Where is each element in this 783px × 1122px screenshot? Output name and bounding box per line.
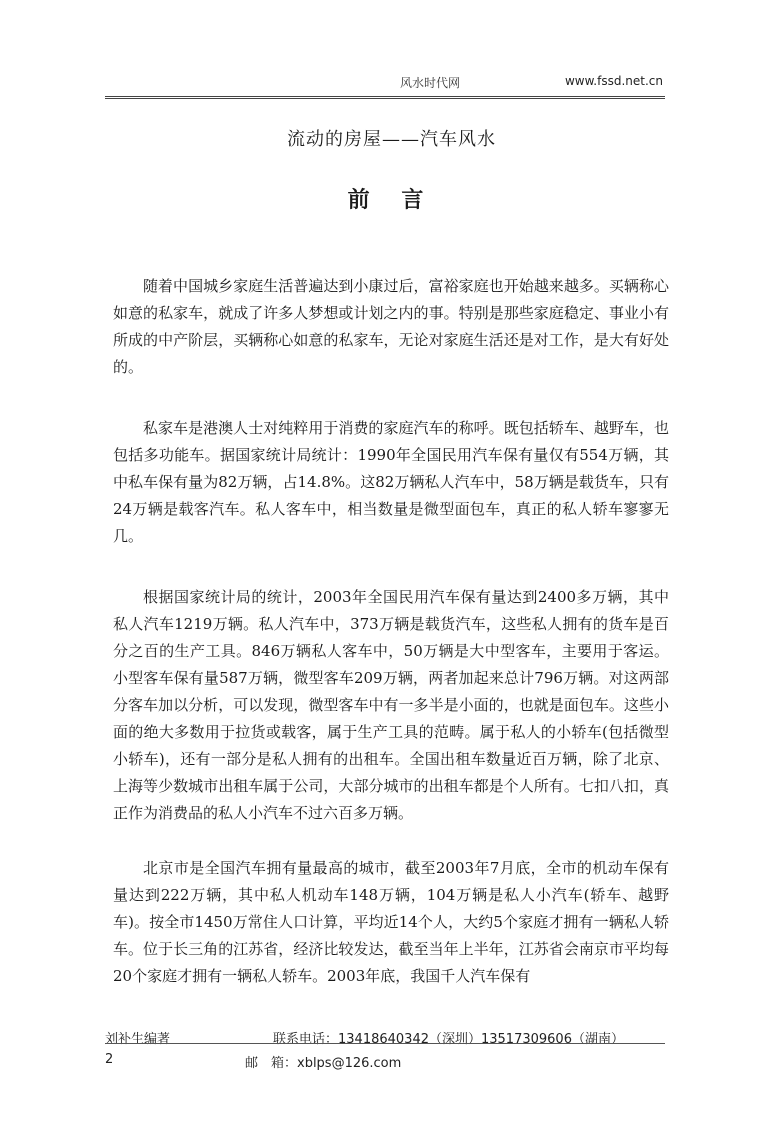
section-heading: 前 言 [347, 187, 436, 213]
paragraph-4: 北京市是全国汽车拥有量最高的城市，截至2003年7月底，全市的机动车保有量达到222万辆，其中私人机动车148万辆，104万辆是私人小汽车(轿车、越野车)。按全市1450万常住人口计算，平均近14个人，大约5个家庭才拥有一辆私人轿车。位于长三角的江苏省，经济比较发达，截至当年上半年，江苏省会南京市平均每20个家庭才拥有一辆私人轿车。2003年底，我国千人汽车保有 [113, 859, 669, 985]
footer-author: 刘补生编著 [105, 1032, 171, 1047]
paragraph-3: 根据国家统计局的统计，2003年全国民用汽车保有量达到2400多万辆，其中私人汽车1219万辆。私人汽车中，373万辆是载货汽车，这些私人拥有的货车是百分之百的生产工具。846万辆私人客车中，50万辆是大中型客车，主要用于客运。小型客车保有量587万辆，微型客车209万辆，两者加起来总计796万辆。对这两部分客车加以分析，可以发现，微型客车中有一多半是小面的，也就是面包车。这些小面的绝大多数用于拉货或载客，属于生产工具的范畴。属于私人的小轿车(包括微型小轿车)，还有一部分是私人拥有的出租车。全国出租车数量近百万辆，除了北京、上海等少数城市出租车属于公司，大部分城市的出租车都是个人所有。七扣八扣，真正作为消费品的私人小汽车不过六百多万辆。 [113, 588, 669, 822]
header-divider [105, 96, 665, 99]
footer-divider [105, 1043, 665, 1044]
footer-email: 邮 箱：xblps@126.com [245, 1056, 402, 1071]
header-site-name: 风水时代网 [400, 76, 461, 90]
page-header [105, 74, 663, 94]
paragraph-2: 私家车是港澳人士对纯粹用于消费的家庭汽车的称呼。既包括轿车、越野车，也包括多功能车。据国家统计局统计：1990年全国民用汽车保有量仅有554万辆，其中私车保有量为82万辆，占14.8%。这82万辆私人汽车中，58万辆是载货车，只有24万辆是载客汽车。私人客车中，相当数量是微型面包车，真正的私人轿车寥寥无几。 [113, 419, 669, 545]
document-title: 流动的房屋——汽车风水 [287, 129, 496, 150]
footer-contact-phone: 联系电话：13418640342（深圳）13517309606（湖南） [273, 1032, 624, 1047]
paragraph-1: 随着中国城乡家庭生活普遍达到小康过后，富裕家庭也开始越来越多。买辆称心如意的私家车，就成了许多人梦想或计划之内的事。特别是那些家庭稳定、事业小有所成的中产阶层，买辆称心如意的私家车，无论对家庭生活还是对工作，是大有好处的。 [113, 277, 669, 376]
page-footer [105, 1028, 665, 1078]
page-number: 2 [105, 1052, 114, 1067]
header-site-url: www.fssd.net.cn [564, 74, 663, 88]
